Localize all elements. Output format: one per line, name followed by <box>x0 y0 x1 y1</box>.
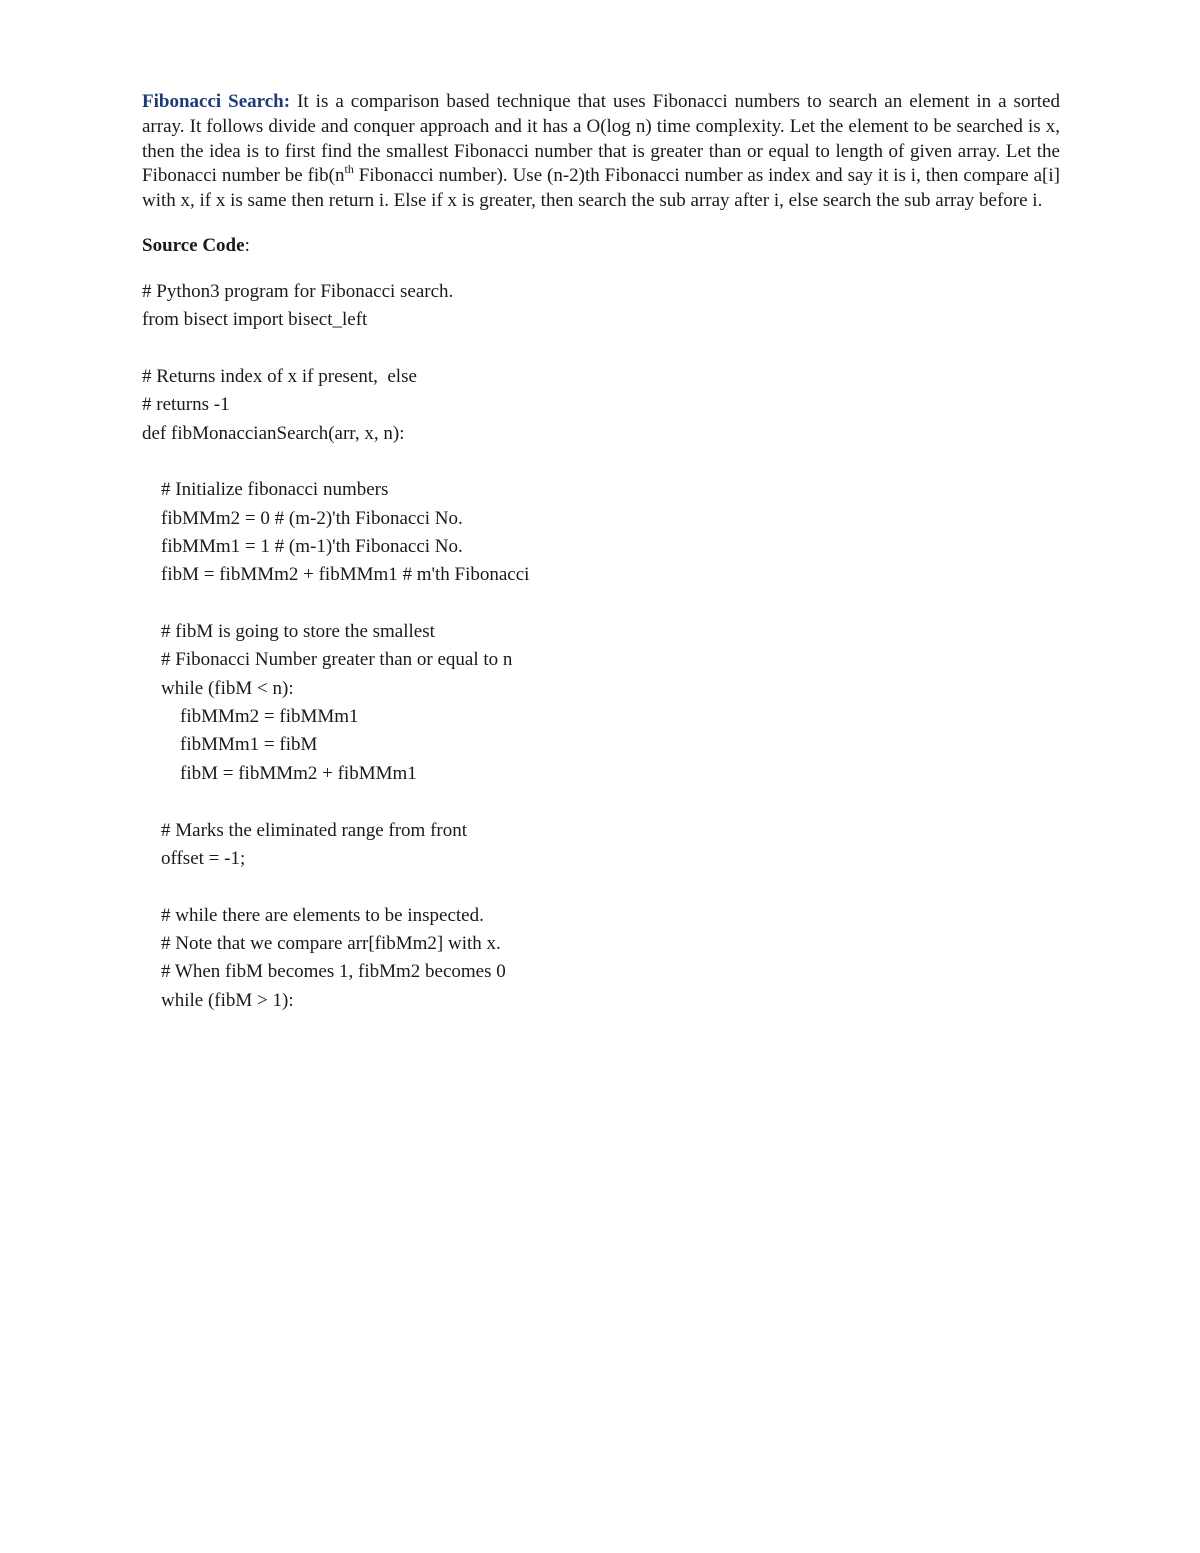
code-line <box>142 873 1060 901</box>
code-line: # returns -1 <box>142 394 230 416</box>
code-line: fibM = fibMMm2 + fibMMm1 # m'th Fibonacci <box>142 564 530 586</box>
code-line: fibMMm2 = fibMMm1 <box>142 706 359 728</box>
source-code-colon: : <box>244 234 250 256</box>
source-code-label: Source Code <box>142 234 245 256</box>
code-line: # while there are elements to be inspected. <box>142 904 484 926</box>
source-code-heading <box>142 234 1060 258</box>
code-line: # Marks the eliminated range from front <box>142 819 468 841</box>
code-line: # Returns index of x if present, else <box>142 366 417 388</box>
code-line: while (fibM > 1): <box>142 989 294 1011</box>
code-line: from bisect import bisect_left <box>142 309 368 331</box>
code-line: # Python3 program for Fibonacci search. <box>142 280 454 302</box>
code-line <box>142 448 1060 476</box>
code-line: # Note that we compare arr[fibMm2] with x. <box>142 932 501 954</box>
document-page <box>142 90 1060 1015</box>
code-line: fibMMm1 = 1 # (m-1)'th Fibonacci No. <box>142 536 463 558</box>
code-line: fibMMm1 = fibM <box>142 734 318 756</box>
code-line: def fibMonaccianSearch(arr, x, n): <box>142 422 405 444</box>
code-line <box>142 590 1060 618</box>
code-block <box>142 278 1060 1015</box>
code-line: # Fibonacci Number greater than or equal to n <box>142 649 513 671</box>
superscript-th: th <box>344 162 354 177</box>
intro-paragraph <box>142 90 1060 214</box>
code-line: # Initialize fibonacci numbers <box>142 479 389 501</box>
code-line: fibMMm2 = 0 # (m-2)'th Fibonacci No. <box>142 507 463 529</box>
code-line: # When fibM becomes 1, fibMm2 becomes 0 <box>142 961 506 983</box>
intro-text-part2: Fibonacci number). Use (n-2)th Fibonacci number as index and say it is i, then compare a[i] with x, if x is same then return i. Else if x is greater, then search the sub array after i, else search the sub array before i. <box>142 165 1060 212</box>
code-line: while (fibM < n): <box>142 677 294 699</box>
code-line: fibM = fibMMm2 + fibMMm1 <box>142 762 417 784</box>
code-line: # fibM is going to store the smallest <box>142 621 435 643</box>
code-line <box>142 335 1060 363</box>
term-heading: Fibonacci Search: <box>142 91 291 112</box>
code-line: offset = -1; <box>142 847 246 869</box>
intro-text-part1: It is a comparison based technique that uses Fibonacci numbers to search an element in a sorted array. It follows divide and conquer approach and it has a O(log n) time complexity. Let the element to be searched is x, then the idea is to first find the smallest Fibonacci number that is greater than or equal to length of given array. Let the Fibonacci number be fib(n <box>142 91 1060 187</box>
code-line <box>142 788 1060 816</box>
